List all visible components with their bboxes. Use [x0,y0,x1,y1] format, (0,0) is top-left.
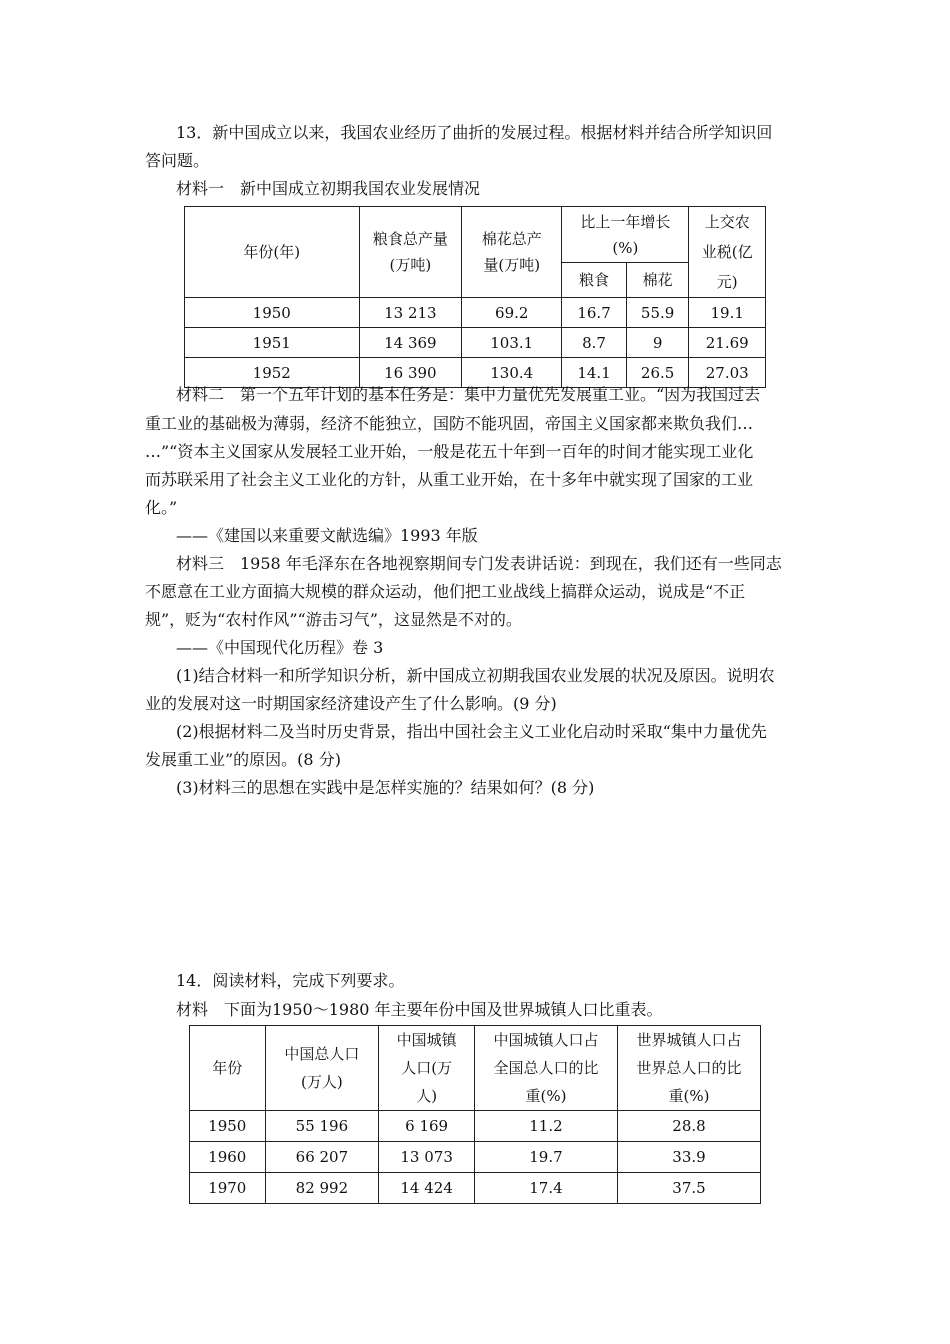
q13-material2-line2: 重工业的基础极为薄弱，经济不能独立，国防不能巩固，帝国主义国家都来欺负我们… [145,414,754,433]
table-header-cell: 中国城镇 人口(万 人) [379,1026,475,1111]
q13-material3-line1: 材料三 1958 年毛泽东在各地视察期间专门发表讲话说：到现在，我们还有一些同志 [176,554,782,573]
q14-material: 材料 下面为1950～1980 年主要年份中国及世界城镇人口比重表。 [176,1000,663,1019]
table-cell: 103.1 [462,328,562,358]
table-cell: 69.2 [462,298,562,328]
q13-question3: (3)材料三的思想在实践中是怎样实施的？结果如何？(8 分) [176,778,595,797]
table-header-cell: 中国总人口 (万人) [265,1026,379,1111]
table-cell: 14.1 [562,358,627,388]
table-cell: 82 992 [265,1173,379,1204]
table-header-cell: 世界城镇人口占 世界总人口的比 重(%) [617,1026,760,1111]
table-cell: 16.7 [562,298,627,328]
table-header-cell: 棉花 [626,263,689,298]
table-row [190,1111,761,1142]
table-cell: 13 073 [379,1142,475,1173]
q13-material3-line2: 不愿意在工业方面搞大规模的群众运动，他们把工业战线上搞群众运动，说成是“不正 [145,582,746,601]
q13-material2-source: ——《建国以来重要文献选编》1993 年版 [176,526,478,545]
q13-question2-line2: 发展重工业”的原因。(8 分) [145,750,341,769]
table-cell: 130.4 [462,358,562,388]
table-cell: 19.1 [689,298,766,328]
q13-material2-line5: 化。” [145,498,178,517]
table-cell: 14 424 [379,1173,475,1204]
table-cell: 1960 [190,1142,266,1173]
table-cell: 17.4 [474,1173,617,1204]
q13-stem-line1: 13．新中国成立以来，我国农业经历了曲折的发展过程。根据材料并结合所学知识回 [176,123,773,142]
q13-stem-line2: 答问题。 [145,151,210,170]
table-row [190,1142,761,1173]
table-header-cell: 年份(年) [185,207,360,298]
table-cell: 1950 [190,1111,266,1142]
table-row [190,1173,761,1204]
table-cell: 14 369 [359,328,462,358]
table-cell: 16 390 [359,358,462,388]
table-cell: 8.7 [562,328,627,358]
table-header-cell: 上交农 业税(亿 元) [689,207,766,298]
table-header-cell: 粮食 [562,263,627,298]
q13-question2-line1: (2)根据材料二及当时历史背景，指出中国社会主义工业化启动时采取“集中力量优先 [176,722,767,741]
q14-population-table [189,1025,761,1204]
table-cell: 1950 [185,298,360,328]
table-row [185,298,766,328]
q13-question1-line2: 业的发展对这一时期国家经济建设产生了什么影响。(9 分) [145,694,557,713]
table-header-cell: 粮食总产量 (万吨) [359,207,462,298]
table-row [185,328,766,358]
q13-material1-title: 材料一 新中国成立初期我国农业发展情况 [176,179,481,198]
table-header-cell: 比上一年增长 (%) [562,207,689,263]
table-cell: 55 196 [265,1111,379,1142]
table-header-cell: 棉花总产 量(万吨) [462,207,562,298]
table-header-cell: 中国城镇人口占 全国总人口的比 重(%) [474,1026,617,1111]
table-cell: 9 [626,328,689,358]
table-cell: 11.2 [474,1111,617,1142]
table-header-cell: 年份 [190,1026,266,1111]
q13-material3-line3: 规”，贬为“农村作风”“游击习气”，这显然是不对的。 [145,610,522,629]
table-cell: 66 207 [265,1142,379,1173]
q13-agriculture-table [184,206,766,388]
table-cell: 27.03 [689,358,766,388]
q13-question1-line1: (1)结合材料一和所学知识分析，新中国成立初期我国农业发展的状况及原因。说明农 [176,666,775,685]
table-cell: 21.69 [689,328,766,358]
table-cell: 33.9 [617,1142,760,1173]
table-cell: 28.8 [617,1111,760,1142]
q13-material2-line3: …”“资本主义国家从发展轻工业开始，一般是花五十年到一百年的时间才能实现工业化 [145,442,754,461]
table-cell: 13 213 [359,298,462,328]
q13-material3-source: ——《中国现代化历程》卷 3 [176,638,384,657]
q14-stem: 14．阅读材料，完成下列要求。 [176,971,405,990]
q13-material2-line1: 材料二 第一个五年计划的基本任务是：集中力量优先发展重工业。“因为我国过去 [176,385,761,404]
table-cell: 37.5 [617,1173,760,1204]
table-cell: 1951 [185,328,360,358]
table-cell: 26.5 [626,358,689,388]
table-cell: 19.7 [474,1142,617,1173]
table-cell: 55.9 [626,298,689,328]
q13-material2-line4: 而苏联采用了社会主义工业化的方针，从重工业开始，在十多年中就实现了国家的工业 [145,470,754,489]
table-cell: 1952 [185,358,360,388]
table-cell: 6 169 [379,1111,475,1142]
table-cell: 1970 [190,1173,266,1204]
